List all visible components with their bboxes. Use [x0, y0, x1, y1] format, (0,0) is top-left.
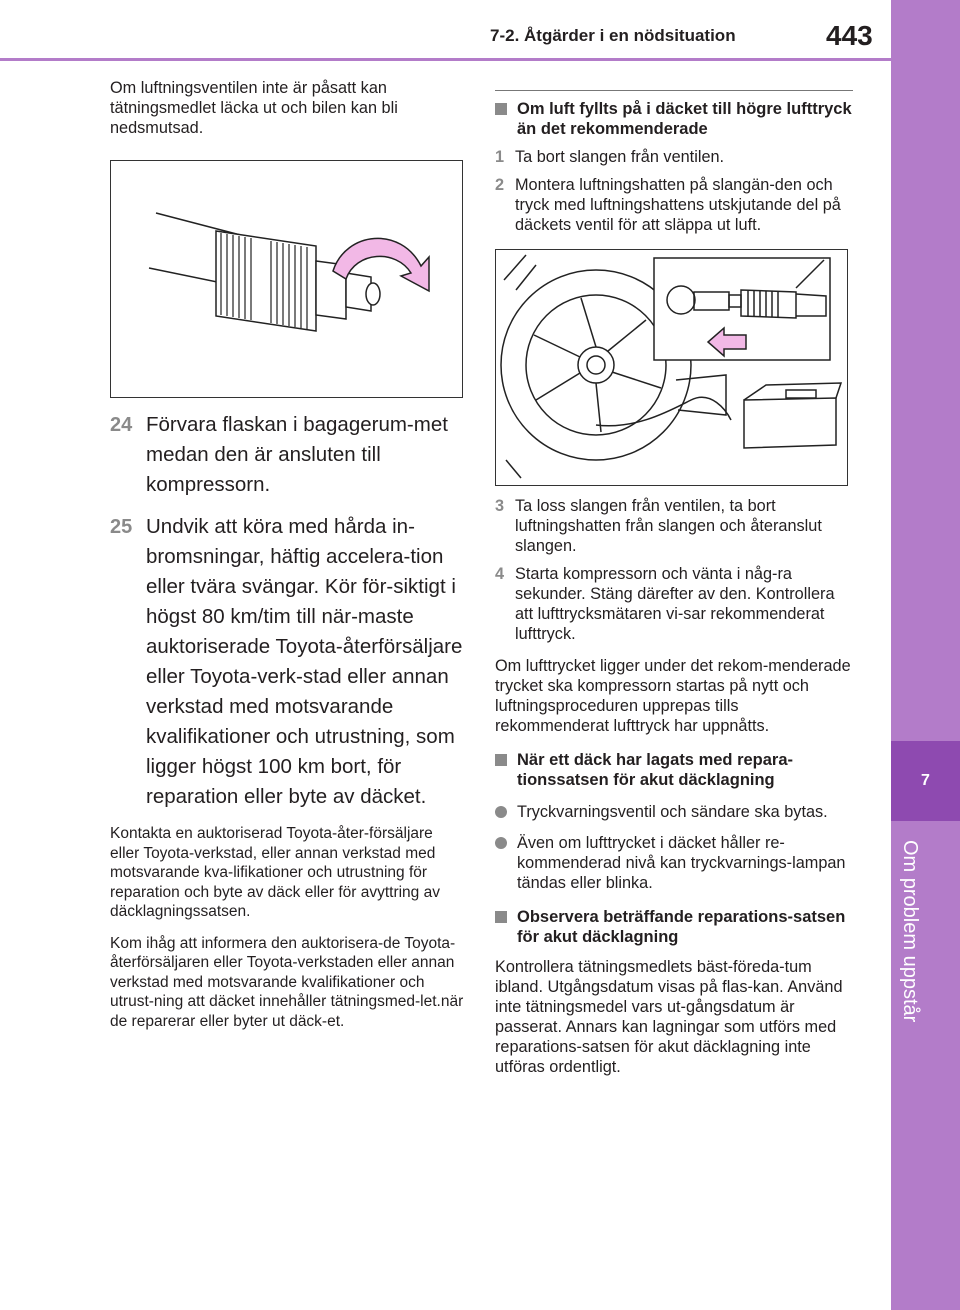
valve-cap-illustration [110, 160, 463, 398]
heading-overinflated [495, 99, 853, 139]
step-2 [495, 175, 853, 235]
expiry-check-text: Kontrollera tätningsmedlets bäst-föreda-tum ibland. Utgångsdatum visas på flas-kan. Använd inte tätningsmedel vars ut-gångsdatum är passerat. Annars kan lagningar som utförs med reparations-satsen för akut däcklagning inte utföras ordentligt. [495, 958, 843, 1076]
tire-deflation-drawing [496, 250, 846, 484]
step-text: Ta loss slangen från ventilen, ta bort luftningshatten från slangen och återanslut slangen. [515, 497, 822, 555]
step-24 [110, 410, 465, 500]
step-number: 1 [495, 148, 505, 166]
step-text: Starta kompressorn och vänta i någ-ra sekunder. Stäng därefter av den. Kontrollera att lufttrycksmätaren vi-sar rekommenderat lufttryck. [515, 565, 835, 643]
square-bullet-icon [495, 103, 507, 115]
step-number: 4 [495, 565, 505, 583]
inform-dealer-text: Kom ihåg att informera den auktorisera-de Toyota-återförsäljaren eller Toyota-verkstaden eller annan verkstad med motsvarande kvalifikationer och utrust-ning att däcket innehåller tätningsmed-let.när de reparerar eller byter ut däck-et. [110, 934, 464, 1030]
step-number: 25 [110, 516, 133, 538]
step-number: 3 [495, 497, 505, 515]
round-bullet-icon [495, 806, 507, 818]
step-3 [495, 496, 853, 556]
chapter-sidebar [891, 0, 960, 1310]
intro-text: Om luftningsventilen inte är påsatt kan tätningsmedlet läcka ut och bilen kan bli nedsmutsad. [110, 79, 398, 137]
heading-repair-kit-note [495, 907, 853, 947]
dealer-contact-text: Kontakta en auktoriserad Toyota-åter-försäljare eller Toyota-verkstad, eller annan verkstad med motsvarande kva-lifikationer och utrustning för reparation och byte av däck eller för avyttring av däcklagningssatsen. [110, 825, 440, 920]
heading-text: Observera beträffande reparations-satsen för akut däcklagning [517, 908, 846, 946]
chapter-number: 7 [921, 772, 930, 789]
chapter-number-tab[interactable] [891, 741, 960, 821]
step-25 [110, 512, 465, 812]
step-text: Förvara flaskan i bagagerum-met medan den är ansluten till kompressorn. [146, 413, 448, 496]
step-text: Undvik att köra med hårda in-bromsningar, häftig accelera-tion eller tvära svängar. Kör för-siktigt i högst 80 km/tim till när-maste auktoriserade Toyota-återförsäljare eller Toyota-verk-stad eller annan verkstad med motsvarande kvalifikationer och utrustning, som ligger högst 100 km bort, för reparation eller byte av däcket. [146, 515, 463, 808]
right-column [495, 90, 853, 1091]
heading-after-repair [495, 750, 853, 790]
bullet-text: Även om lufttrycket i däcket håller re-kommenderad nivå kan tryckvarnings-lampan tändas eller blinka. [517, 834, 846, 892]
tire-deflation-illustration [495, 249, 848, 486]
valve-cap-drawing [111, 161, 461, 396]
step-text: Ta bort slangen från ventilen. [515, 148, 725, 166]
step-4 [495, 564, 853, 644]
square-bullet-icon [495, 911, 507, 923]
step-number: 2 [495, 176, 505, 194]
step-number: 24 [110, 414, 133, 436]
page-number: 443 [826, 20, 873, 51]
heading-text: Om luft fyllts på i däcket till högre lufttryck än det rekommenderade [517, 100, 852, 138]
bullet-item [495, 802, 853, 822]
section-divider [495, 90, 853, 91]
left-column [110, 78, 465, 1043]
bullet-text: Tryckvarningsventil och sändare ska bytas. [517, 803, 828, 821]
round-bullet-icon [495, 837, 507, 849]
section-title: 7-2. Åtgärder i en nödsituation [490, 26, 736, 45]
bullet-item [495, 833, 853, 893]
step-text: Montera luftningshatten på slangän-den och tryck med luftningshattens utskjutande del på däckets ventil för att släppa ut luft. [515, 176, 841, 234]
retry-procedure-text: Om lufttrycket ligger under det rekom-menderade trycket ska kompressorn startas på nytt och luftningsproceduren upprepas tills rekommenderat lufttryck har uppnåtts. [495, 657, 851, 735]
square-bullet-icon [495, 754, 507, 766]
heading-text: När ett däck har lagats med repara-tionssatsen för akut däcklagning [517, 751, 794, 789]
header-rule [0, 58, 891, 61]
chapter-title: Om problem uppstår [899, 840, 921, 1023]
step-1 [495, 147, 853, 167]
